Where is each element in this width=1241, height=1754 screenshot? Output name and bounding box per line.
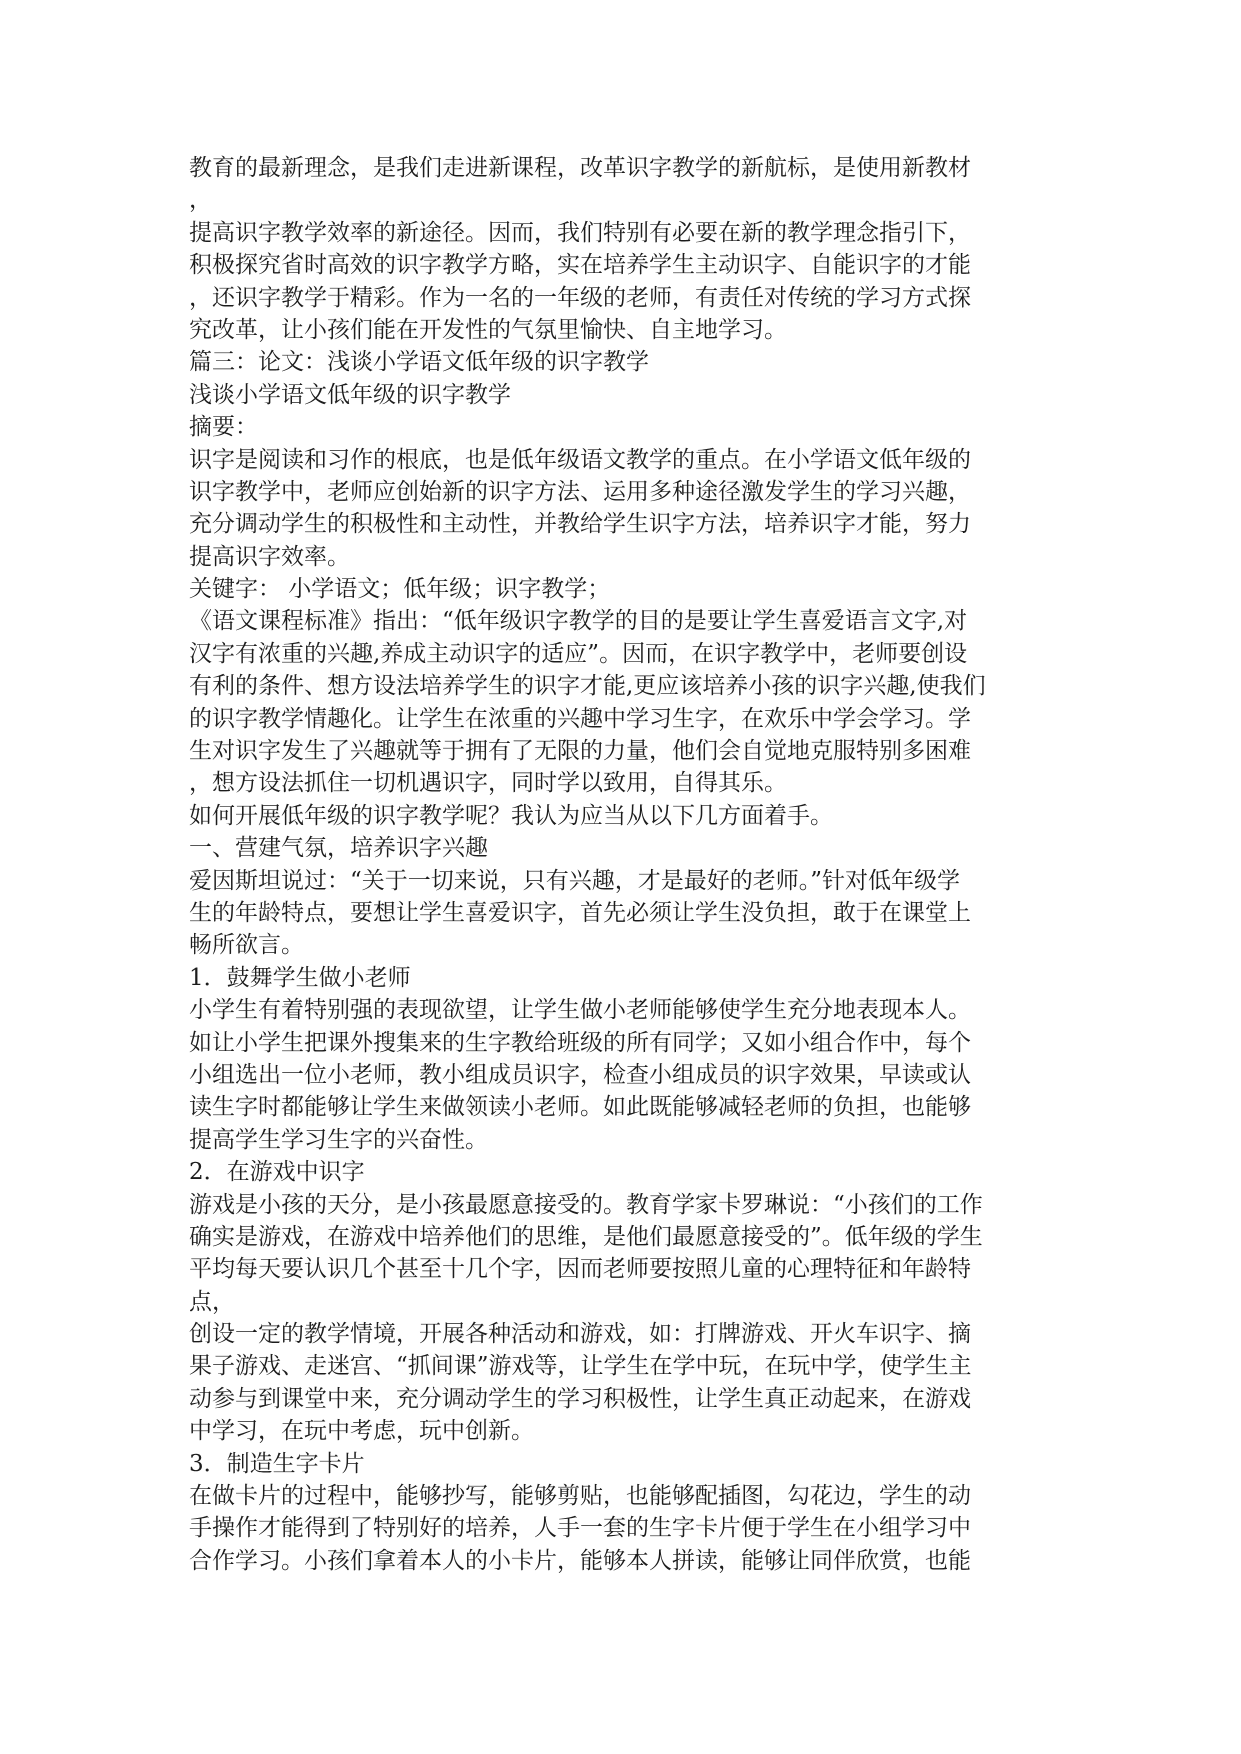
text-line: 一、营建气氛，培养识字兴趣 [189,835,488,862]
text-line: 浅谈小学语文低年级的识字教学 [189,381,511,408]
text-line: 如何开展低年级的识字教学呢？我认为应当从以下几方面着手。 [189,802,833,829]
text-line: 《语文课程标准》指出：“低年级识字教学的目的是要让学生喜爱语言文字,对 [189,608,968,635]
text-line: 读生字时都能够让学生来做领读小老师。如此既能够减轻老师的负担，也能够 [189,1094,971,1121]
text-line: 究改革，让小孩们能在开发性的气氛里愉快、自主地学习。 [189,316,787,343]
text-line: 如让小学生把课外搜集来的生字教给班级的所有同学；又如小组合作中，每个 [189,1029,971,1056]
text-line: 果子游戏、走迷宫、“抓间课”游戏等，让学生在学中玩，在玩中学，使学生主 [189,1353,972,1380]
text-line: 提高学生学习生字的兴奋性。 [189,1126,488,1153]
text-line: 平均每天要认识几个甚至十几个字，因而老师要按照儿童的心理特征和年龄特 [189,1256,971,1283]
text-line: ，还识字教学于精彩。作为一名的一年级的老师，有责任对传统的学习方式探 [189,284,971,311]
text-line: 游戏是小孩的天分，是小孩最愿意接受的。教育学家卡罗琳说：“小孩们的工作 [189,1191,983,1218]
text-line: 合作学习。小孩们拿着本人的小卡片，能够本人拼读，能够让同伴欣赏，也能 [189,1547,971,1574]
text-line: 3．制造生字卡片 [189,1450,365,1477]
text-line: 小学生有着特别强的表现欲望，让学生做小老师能够使学生充分地表现本人。 [189,997,971,1024]
text-line: 小组选出一位小老师，教小组成员识字，检查小组成员的识字效果，早读或认 [189,1061,971,1088]
text-line: 关键字： 小学语文；低年级；识字教学； [189,576,611,603]
text-line: 汉字有浓重的兴趣,养成主动识字的适应”。因而，在识字教学中，老师要创设 [189,640,968,667]
document-page [189,152,1069,1577]
text-line: 积极探究省时高效的识字教学方略，实在培养学生主动识字、自能识字的才能 [189,252,971,279]
text-line: ，想方设法抓住一切机遇识字，同时学以致用，自得其乐。 [189,770,787,797]
text-line: 的识字教学情趣化。让学生在浓重的兴趣中学习生字，在欢乐中学会学习。学 [189,705,971,732]
text-line: 识字教学中，老师应创始新的识字方法、运用多种途径激发学生的学习兴趣， [189,478,971,505]
text-line: 确实是游戏，在游戏中培养他们的思维，是他们最愿意接受的”。低年级的学生 [189,1223,983,1250]
text-line: 充分调动学生的积极性和主动性，并教给学生识字方法，培养识字才能，努力 [189,511,971,538]
text-line: 生对识字发生了兴趣就等于拥有了无限的力量，他们会自觉地克服特别多困难 [189,738,971,765]
text-line: 畅所欲言。 [189,932,304,959]
text-line: 点， [189,1288,235,1315]
text-line: 创设一定的教学情境，开展各种活动和游戏，如：打牌游戏、开火车识字、摘 [189,1321,971,1348]
text-line: 识字是阅读和习作的根底，也是低年级语文教学的重点。在小学语文低年级的 [189,446,971,473]
text-line: 爱因斯坦说过：“关于一切来说，只有兴趣，才是最好的老师。”针对低年级学 [189,867,961,894]
text-line: 动参与到课堂中来，充分调动学生的学习积极性，让学生真正动起来，在游戏 [189,1385,971,1412]
text-line: 摘要： [189,414,258,441]
text-line: 1．鼓舞学生做小老师 [189,964,411,991]
text-line: 教育的最新理念，是我们走进新课程，改革识字教学的新航标，是使用新教材 [189,155,971,181]
text-line: 提高识字效率。 [189,543,350,570]
text-line: 手操作才能得到了特别好的培养，人手一套的生字卡片便于学生在小组学习中 [189,1515,971,1542]
text-line: 中学习，在玩中考虑，玩中创新。 [189,1418,534,1445]
text-line: 在做卡片的过程中，能够抄写，能够剪贴，也能够配插图，勾花边，学生的动 [189,1483,971,1510]
text-line: 篇三：论文：浅谈小学语文低年级的识字教学 [189,349,649,376]
text-line: 2．在游戏中识字 [189,1159,365,1186]
text-line: 提高识字教学效率的新途径。因而，我们特别有必要在新的教学理念指引下， [189,219,971,246]
text-line: 生的年龄特点，要想让学生喜爱识字，首先必须让学生没负担，敢于在课堂上 [189,899,971,926]
text-line: ， [189,187,212,214]
text-line: 有利的条件、想方设法培养学生的识字才能,更应该培养小孩的识字兴趣,使我们 [189,673,986,700]
